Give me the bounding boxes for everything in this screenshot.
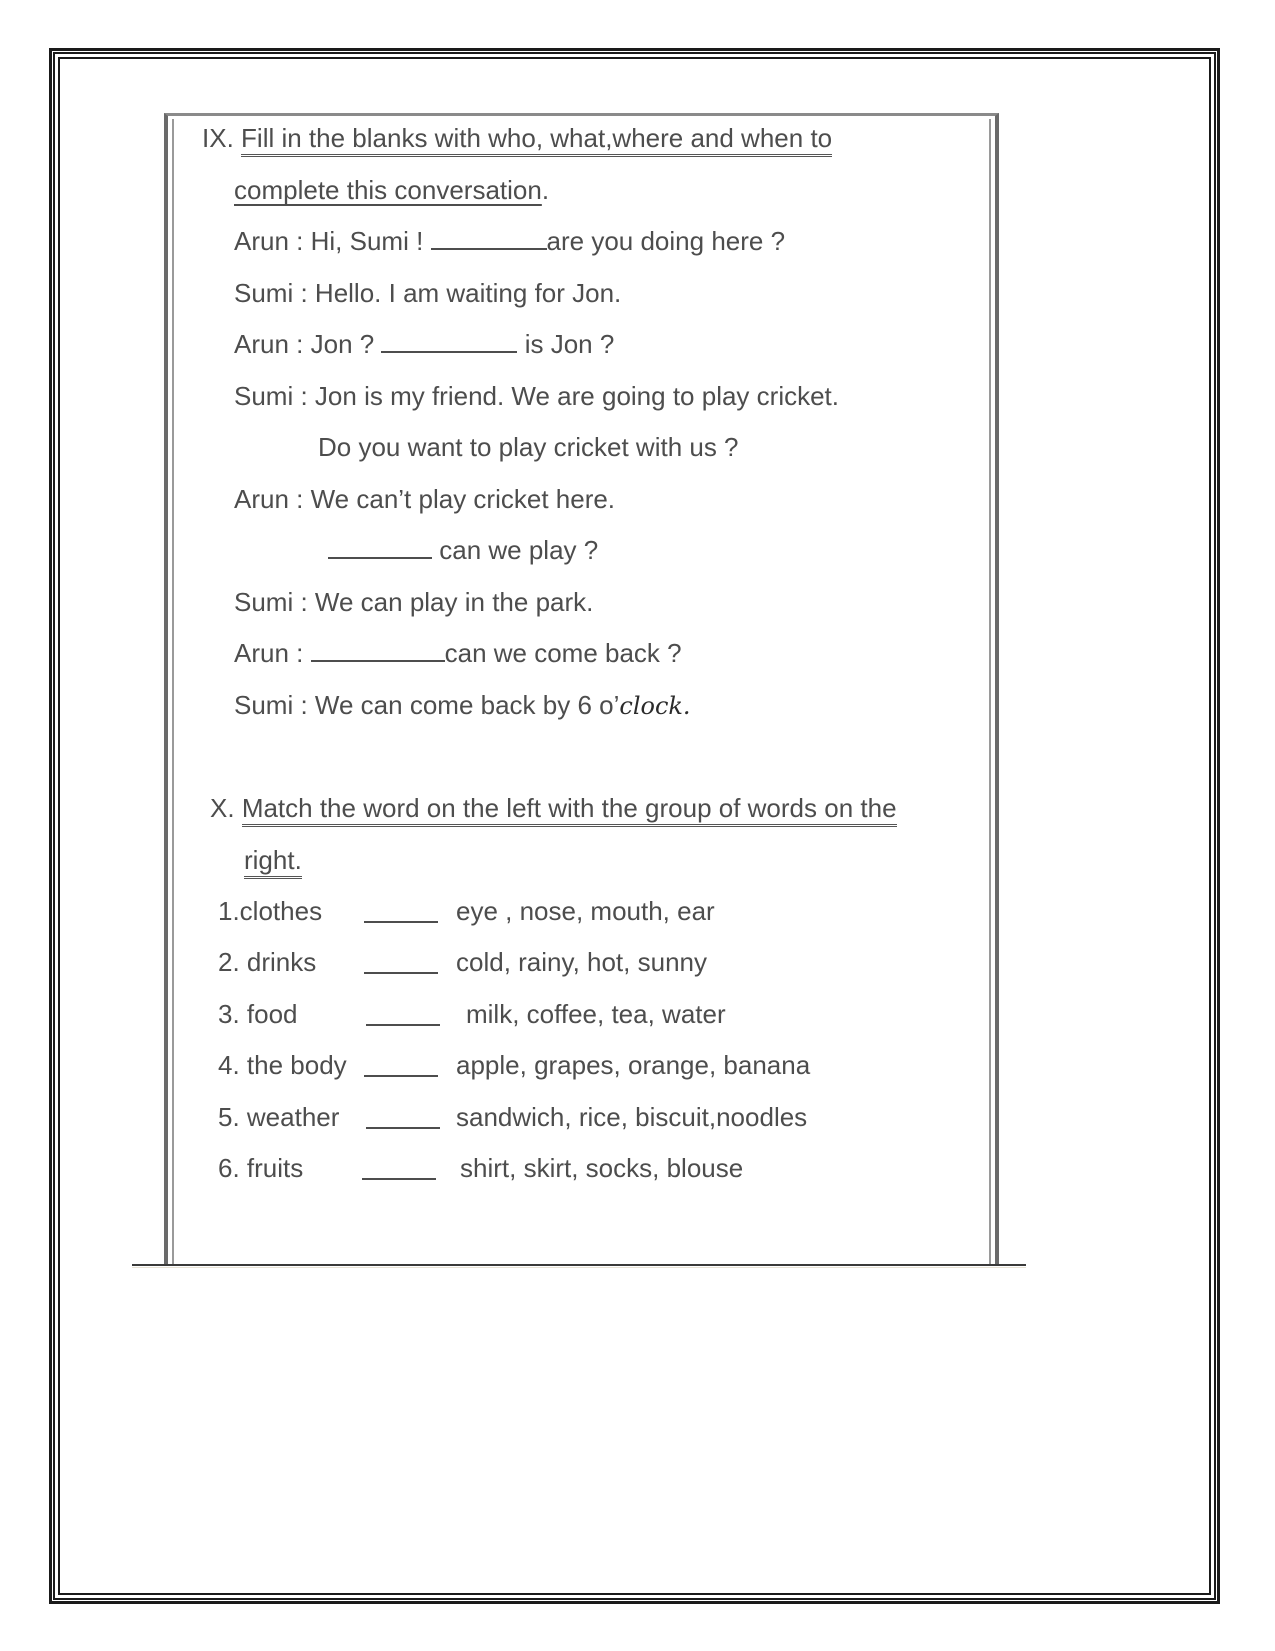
section-x-heading xyxy=(210,792,897,824)
dialogue-line xyxy=(234,277,621,309)
match-group: eye , nose, mouth, ear xyxy=(456,896,715,926)
dialogue-text: Jon ? xyxy=(310,329,375,359)
answer-blank[interactable] xyxy=(328,535,432,559)
section-x-heading-line2: right. xyxy=(244,845,302,879)
dialogue-line xyxy=(328,534,598,566)
speaker-label: Sumi : xyxy=(234,381,308,411)
match-blank[interactable] xyxy=(366,1002,440,1026)
answer-blank[interactable] xyxy=(311,638,445,662)
match-word: 3. food xyxy=(218,999,298,1029)
section-x-heading-line1: Match the word on the left with the group of words on the xyxy=(242,793,897,827)
match-group: sandwich, rice, biscuit,noodles xyxy=(456,1102,808,1132)
match-word: 2. drinks xyxy=(218,947,317,977)
dialogue-line xyxy=(234,637,682,669)
section-ix-heading-line1: Fill in the blanks with who, what,where and when to xyxy=(241,123,832,157)
section-x-heading-cont xyxy=(244,844,302,876)
dialogue-text: can we play ? xyxy=(439,535,599,565)
speaker-label: Arun : xyxy=(234,329,304,359)
dialogue-text: is Jon ? xyxy=(524,329,615,359)
dialogue-text: Hi, Sumi ! xyxy=(310,226,424,256)
section-x-number: X. xyxy=(210,793,235,823)
dialogue-text: are you doing here ? xyxy=(546,226,786,256)
section-ix-heading xyxy=(202,122,832,154)
match-blank[interactable] xyxy=(364,950,438,974)
dialogue-text: Do you want to play cricket with us ? xyxy=(318,432,739,462)
dialogue-text: Jon is my friend. We are going to play cricket. xyxy=(314,381,839,411)
match-row xyxy=(218,1049,978,1081)
match-group: shirt, skirt, socks, blouse xyxy=(460,1153,744,1183)
speaker-label: Arun : xyxy=(234,484,304,514)
match-row xyxy=(218,1152,978,1184)
dialogue-line xyxy=(234,689,691,722)
match-row xyxy=(218,1101,978,1133)
match-group: apple, grapes, orange, banana xyxy=(456,1050,811,1080)
match-blank[interactable] xyxy=(366,1105,440,1129)
section-ix-heading-end: . xyxy=(541,175,550,205)
match-group: milk, coffee, tea, water xyxy=(466,999,726,1029)
match-word: 1.clothes xyxy=(218,896,323,926)
speaker-label: Sumi : xyxy=(234,690,308,720)
match-row xyxy=(218,895,978,927)
dialogue-line xyxy=(318,431,739,463)
speaker-label: Arun : xyxy=(234,226,304,256)
match-row xyxy=(218,998,978,1030)
match-word: 4. the body xyxy=(218,1050,347,1080)
dialogue-line xyxy=(234,328,614,360)
answer-blank[interactable] xyxy=(431,226,547,250)
match-blank[interactable] xyxy=(364,1053,438,1077)
match-word: 6. fruits xyxy=(218,1153,304,1183)
dialogue-text: We can play in the park. xyxy=(314,587,594,617)
match-group: cold, rainy, hot, sunny xyxy=(456,947,707,977)
dialogue-text: We can come back by 6 o’ xyxy=(314,690,620,720)
dialogue-text: Hello. I am waiting for Jon. xyxy=(314,278,622,308)
section-ix-number: IX. xyxy=(202,123,234,153)
dialogue-text: We can’t play cricket here. xyxy=(310,484,616,514)
dialogue-line xyxy=(234,225,785,257)
match-blank[interactable] xyxy=(364,899,438,923)
match-blank[interactable] xyxy=(362,1156,436,1180)
match-row xyxy=(218,946,978,978)
worksheet-bottom-shadow xyxy=(132,1267,1026,1268)
speaker-label: Sumi : xyxy=(234,278,308,308)
section-ix-heading-cont xyxy=(234,174,549,206)
dialogue-line xyxy=(234,586,593,618)
match-word: 5. weather xyxy=(218,1102,340,1132)
answer-blank[interactable] xyxy=(381,329,517,353)
dialogue-text: can we come back ? xyxy=(444,638,682,668)
handwritten-text: clock. xyxy=(619,692,691,720)
speaker-label: Arun : xyxy=(234,638,304,668)
worksheet-bottom-rule xyxy=(132,1264,1026,1266)
dialogue-line xyxy=(234,380,839,412)
speaker-label: Sumi : xyxy=(234,587,308,617)
section-ix-heading-line2: complete this conversation xyxy=(234,175,542,205)
dialogue-line xyxy=(234,483,615,515)
